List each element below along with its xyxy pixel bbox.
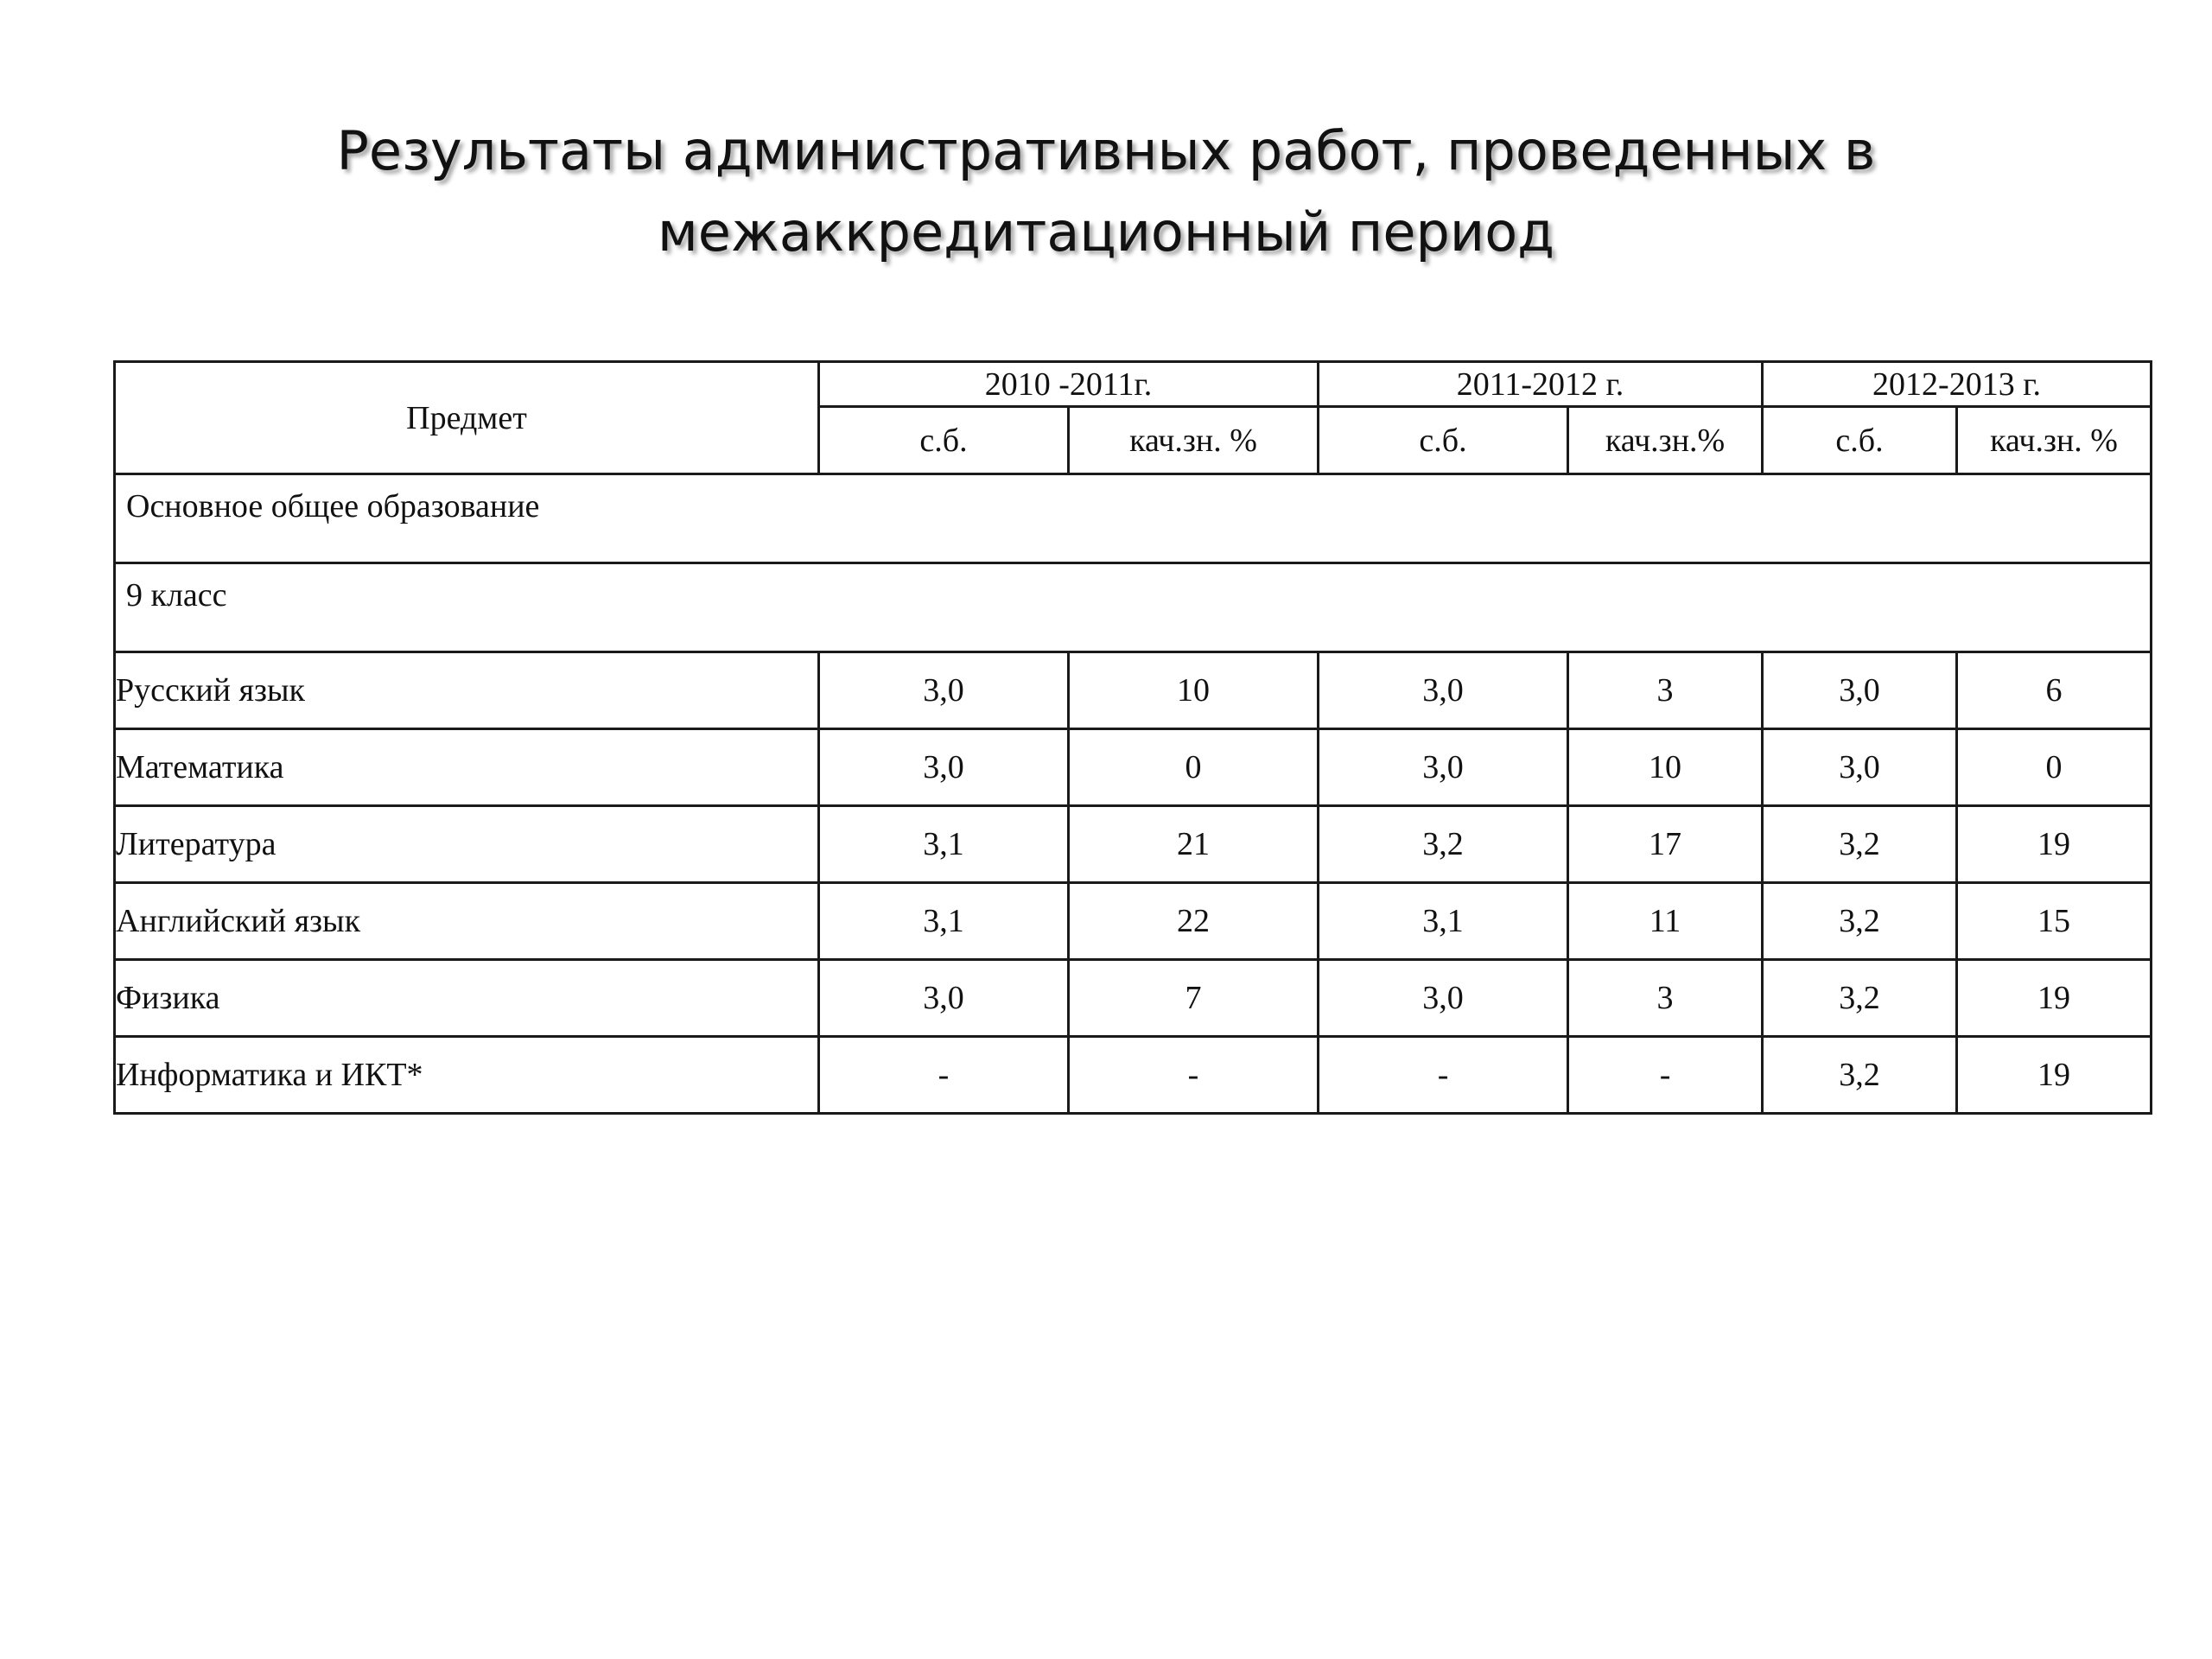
value-cell: 3,2	[1319, 806, 1568, 883]
section-row-general	[115, 474, 2152, 563]
value-cell: 3,0	[1319, 729, 1568, 806]
header-row-years	[115, 362, 2152, 407]
value-cell: 3,0	[1763, 652, 1957, 729]
value-cell: 3,2	[1763, 1037, 1957, 1114]
value-cell: -	[1568, 1037, 1763, 1114]
table-row	[115, 806, 2152, 883]
section-row-grade	[115, 563, 2152, 652]
subject-cell: Физика	[115, 960, 819, 1037]
value-cell: 3,1	[819, 806, 1069, 883]
value-cell: 3,0	[819, 652, 1069, 729]
value-cell: 3,0	[1319, 960, 1568, 1037]
subject-header: Предмет	[115, 362, 819, 474]
value-cell: 15	[1957, 883, 2152, 960]
value-cell: 3,2	[1763, 960, 1957, 1037]
subject-cell: Английский язык	[115, 883, 819, 960]
value-cell: 3,2	[1763, 883, 1957, 960]
subject-cell: Русский язык	[115, 652, 819, 729]
value-cell: 19	[1957, 806, 2152, 883]
metric-header: кач.зн.%	[1568, 407, 1763, 474]
metric-header: с.б.	[819, 407, 1069, 474]
results-table	[113, 360, 2152, 1115]
table-row	[115, 883, 2152, 960]
value-cell: -	[1319, 1037, 1568, 1114]
value-cell: 0	[1957, 729, 2152, 806]
value-cell: 10	[1568, 729, 1763, 806]
value-cell: 3,2	[1763, 806, 1957, 883]
value-cell: -	[1069, 1037, 1319, 1114]
year-header-2012-2013: 2012-2013 г.	[1763, 362, 2152, 407]
value-cell: 19	[1957, 1037, 2152, 1114]
metric-header: с.б.	[1319, 407, 1568, 474]
year-header-2010-2011: 2010 -2011г.	[819, 362, 1319, 407]
metric-header: кач.зн. %	[1957, 407, 2152, 474]
subject-cell: Информатика и ИКТ*	[115, 1037, 819, 1114]
value-cell: 3,0	[1319, 652, 1568, 729]
value-cell: -	[819, 1037, 1069, 1114]
value-cell: 3,0	[819, 729, 1069, 806]
value-cell: 3	[1568, 652, 1763, 729]
value-cell: 22	[1069, 883, 1319, 960]
value-cell: 19	[1957, 960, 2152, 1037]
section-label: 9 класс	[115, 563, 2152, 652]
table-row	[115, 652, 2152, 729]
value-cell: 11	[1568, 883, 1763, 960]
value-cell: 7	[1069, 960, 1319, 1037]
value-cell: 3,0	[1763, 729, 1957, 806]
value-cell: 3	[1568, 960, 1763, 1037]
value-cell: 17	[1568, 806, 1763, 883]
slide-title-line-1: Результаты административных работ, проведенных в	[336, 119, 1876, 182]
value-cell: 0	[1069, 729, 1319, 806]
value-cell: 3,0	[819, 960, 1069, 1037]
table-row	[115, 960, 2152, 1037]
metric-header: кач.зн. %	[1069, 407, 1319, 474]
value-cell: 21	[1069, 806, 1319, 883]
slide-title-line-2: межаккредитационный период	[657, 200, 1554, 264]
metric-header: с.б.	[1763, 407, 1957, 474]
value-cell: 3,1	[1319, 883, 1568, 960]
table-row	[115, 1037, 2152, 1114]
section-label: Основное общее образование	[115, 474, 2152, 563]
year-header-2011-2012: 2011-2012 г.	[1319, 362, 1763, 407]
value-cell: 10	[1069, 652, 1319, 729]
subject-cell: Математика	[115, 729, 819, 806]
value-cell: 6	[1957, 652, 2152, 729]
slide-title	[0, 111, 2212, 273]
table-row	[115, 729, 2152, 806]
subject-cell: Литература	[115, 806, 819, 883]
value-cell: 3,1	[819, 883, 1069, 960]
